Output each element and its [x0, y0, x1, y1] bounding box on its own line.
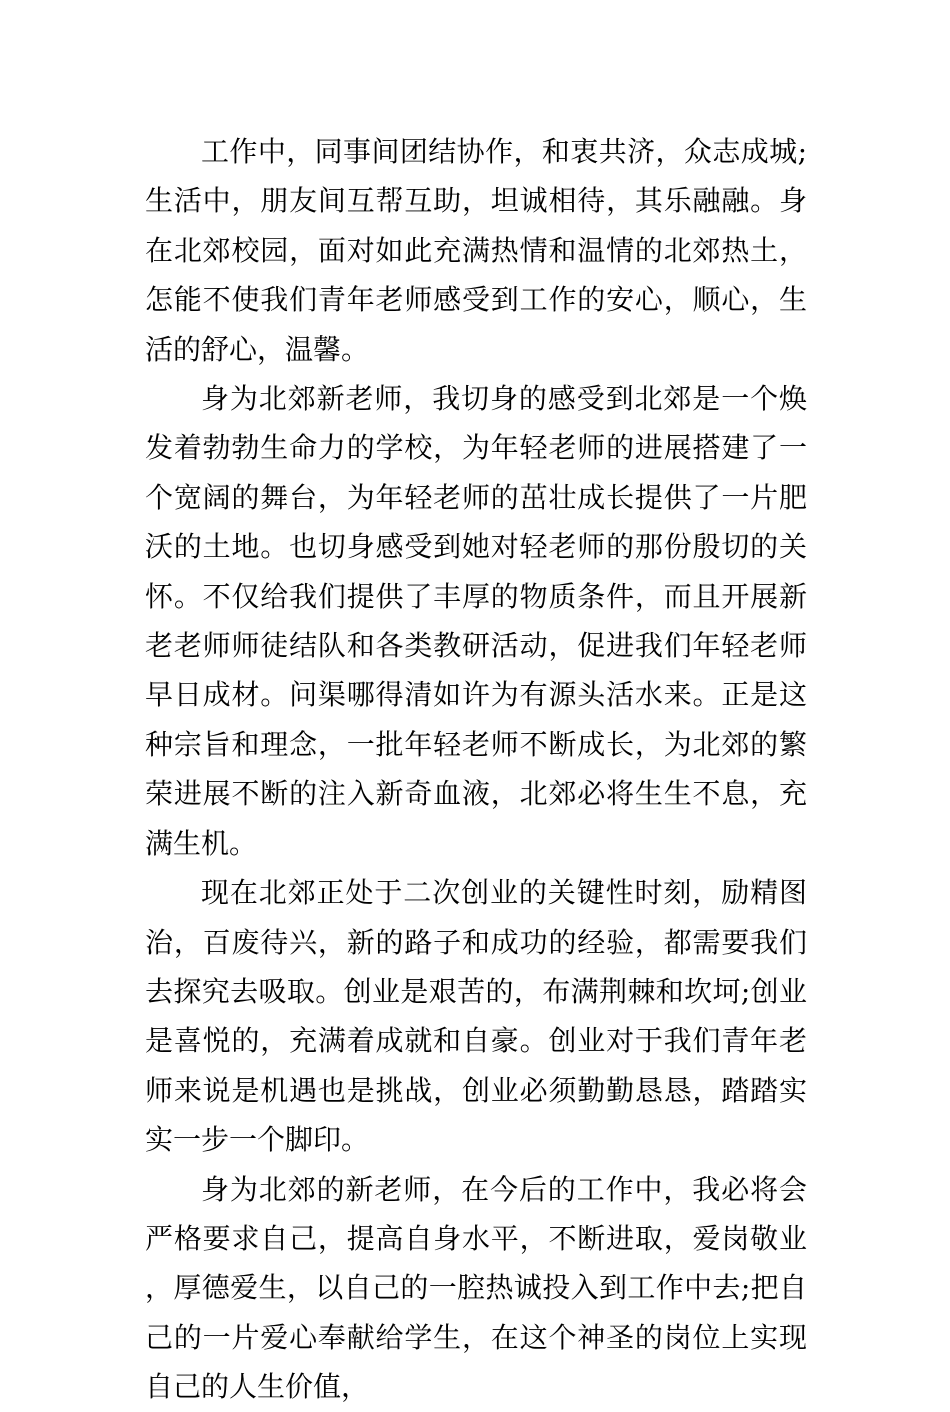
paragraph-1: 工作中，同事间团结协作，和衷共济，众志成城;生活中，朋友间互帮互助，坦诚相待，其乐融融。身在北郊校园，面对如此充满热情和温情的北郊热土，怎能不使我们青年老师感受到工作的安心，顺心，生活的舒心，温馨。: [145, 135, 807, 366]
paragraph-4: 身为北郊的新老师，在今后的工作中，我必将会严格要求自己，提高自身水平，不断进取，爱岗敬业，厚德爱生，以自己的一腔热诚投入到工作中去;把自己的一片爱心奉献给学生，在这个神圣的岗位上实现自己的人生价值，: [145, 1172, 807, 1404]
paragraph-3: 现在北郊正处于二次创业的关键性时刻，励精图治，百废待兴，新的路子和成功的经验，都需要我们去探究去吸取。创业是艰苦的，布满荆棘和坎坷;创业是喜悦的，充满着成就和自豪。创业对于我们青年老师来说是机遇也是挑战，创业必须勤勤恳恳，踏踏实实一步一个脚印。: [145, 876, 807, 1157]
document-body: [145, 127, 807, 1412]
paragraph-2: 身为北郊新老师，我切身的感受到北郊是一个焕发着勃勃生命力的学校，为年轻老师的进展搭建了一个宽阔的舞台，为年轻老师的茁壮成长提供了一片肥沃的土地。也切身感受到她对轻老师的那份殷切的关怀。不仅给我们提供了丰厚的物质条件，而且开展新老老师师徒结队和各类教研活动，促进我们年轻老师早日成材。问渠哪得清如许为有源头活水来。正是这种宗旨和理念，一批年轻老师不断成长，为北郊的繁荣进展不断的注入新奇血液，北郊必将生生不息，充满生机。: [145, 382, 807, 860]
